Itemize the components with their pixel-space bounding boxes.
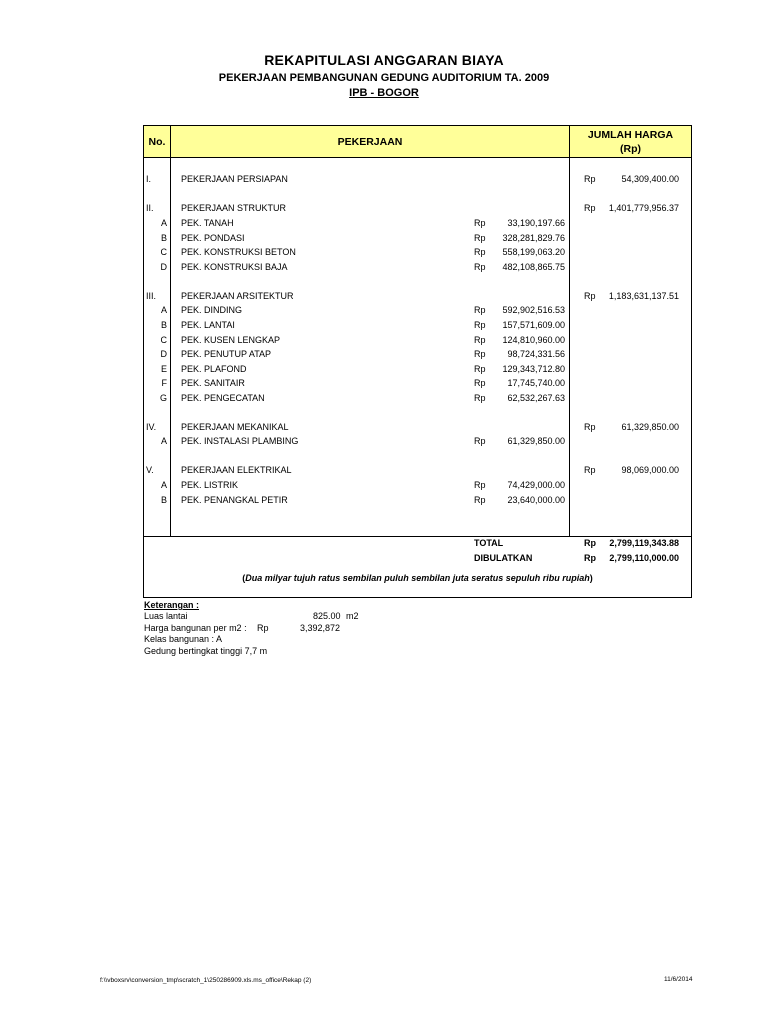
- row-description: PEKERJAAN MEKANIKAL: [181, 422, 289, 432]
- floor-value: 825.00: [313, 611, 341, 621]
- row-sub-amount: 33,190,197.66: [507, 218, 565, 228]
- header-amount-line1: JUMLAH HARGA: [587, 128, 674, 141]
- floor-unit: m2: [346, 611, 359, 621]
- row-number: A: [160, 436, 167, 446]
- row-sub-currency: Rp: [474, 218, 486, 228]
- row-description: PEK. PENGECATAN: [181, 393, 265, 403]
- row-sub-currency: Rp: [474, 378, 486, 388]
- row-sub-currency: Rp: [474, 495, 486, 505]
- row-description: PEK. PENUTUP ATAP: [181, 349, 272, 359]
- row-sub-currency: Rp: [474, 262, 486, 272]
- row-description: PEK. KUSEN LENGKAP: [181, 335, 281, 345]
- row-sub-amount: 74,429,000.00: [507, 480, 565, 490]
- row-number: II.: [146, 203, 154, 213]
- row-sub-currency: Rp: [474, 393, 486, 403]
- row-sub-currency: Rp: [474, 305, 486, 315]
- total-label: TOTAL: [474, 538, 504, 548]
- total-rule: [143, 536, 692, 537]
- row-number: B: [160, 320, 167, 330]
- row-sub-amount: 592,902,516.53: [502, 305, 565, 315]
- price-currency: Rp: [257, 623, 269, 633]
- row-number: E: [160, 364, 167, 374]
- row-total-amount: 1,183,631,137.51: [608, 291, 679, 301]
- header-rule: [143, 157, 692, 158]
- document-subtitle: PEKERJAAN PEMBANGUNAN GEDUNG AUDITORIUM TA. 2009: [218, 72, 550, 84]
- row-sub-amount: 558,199,063.20: [502, 247, 565, 257]
- rounded-label: DIBULATKAN: [474, 553, 533, 563]
- row-description: PEK. KONSTRUKSI BAJA: [181, 262, 288, 272]
- row-sub-amount: 17,745,740.00: [507, 378, 565, 388]
- row-sub-amount: 98,724,331.56: [507, 349, 565, 359]
- document-location: [0, 87, 768, 99]
- header-work: PEKERJAAN: [171, 126, 569, 157]
- row-number: B: [160, 495, 167, 505]
- row-sub-amount: 23,640,000.00: [507, 495, 565, 505]
- total-value: 2,799,119,343.88: [609, 538, 679, 548]
- row-total-currency: Rp: [584, 174, 596, 184]
- row-total-amount: 54,309,400.00: [621, 174, 679, 184]
- row-description: PEK. LANTAI: [181, 320, 235, 330]
- rounded-currency: Rp: [584, 553, 596, 563]
- row-total-currency: Rp: [584, 203, 596, 213]
- notes-heading: Keterangan :: [144, 600, 200, 610]
- words-text: Dua milyar tujuh ratus sembilan puluh sembilan juta seratus sepuluh ribu rupiah: [245, 573, 590, 583]
- row-number: III.: [146, 291, 157, 301]
- row-sub-amount: 61,329,850.00: [507, 436, 565, 446]
- row-sub-currency: Rp: [474, 247, 486, 257]
- row-number: IV.: [146, 422, 157, 432]
- row-description: PEK. INSTALASI PLAMBING: [181, 436, 299, 446]
- row-total-amount: 98,069,000.00: [621, 465, 679, 475]
- row-description: PEK. LISTRIK: [181, 480, 239, 490]
- row-total-amount: 61,329,850.00: [621, 422, 679, 432]
- row-sub-currency: Rp: [474, 436, 486, 446]
- location-text: IPB - BOGOR: [349, 87, 419, 99]
- row-total-currency: Rp: [584, 422, 596, 432]
- divider-amount: [569, 125, 570, 537]
- row-description: PEK. PLAFOND: [181, 364, 247, 374]
- row-number: I.: [146, 174, 152, 184]
- row-number: C: [160, 335, 167, 345]
- footer-path: f:\\vboxsrv\conversion_tmp\scratch_1\250286909.xls.ms_office\Rekap (2): [100, 977, 312, 984]
- row-number: A: [160, 218, 167, 228]
- row-number: A: [160, 480, 167, 490]
- row-number: C: [160, 247, 167, 257]
- divider-no: [170, 125, 171, 537]
- header-amount: [570, 126, 691, 157]
- row-description: PEK. PONDASI: [181, 233, 245, 243]
- price-label: Harga bangunan per m2 :: [144, 623, 247, 633]
- amount-in-words: [143, 573, 692, 583]
- row-number: G: [159, 393, 167, 403]
- header-no: No.: [144, 126, 170, 157]
- row-number: D: [160, 349, 167, 359]
- floor-label: Luas lantai: [144, 611, 188, 621]
- total-currency: Rp: [584, 538, 596, 548]
- row-description: PEK. TANAH: [181, 218, 234, 228]
- footer-date: 11/6/2014: [664, 976, 693, 983]
- row-description: PEK. SANITAIR: [181, 378, 245, 388]
- row-description: PEKERJAAN STRUKTUR: [181, 203, 287, 213]
- row-sub-currency: Rp: [474, 364, 486, 374]
- row-number: A: [160, 305, 167, 315]
- row-number: F: [161, 378, 167, 388]
- document-title: REKAPITULASI ANGGARAN BIAYA: [264, 52, 504, 68]
- row-description: PEK. DINDING: [181, 305, 243, 315]
- row-description: PEKERJAAN PERSIAPAN: [181, 174, 288, 184]
- row-sub-currency: Rp: [474, 320, 486, 330]
- header-amount-line2: (Rp): [620, 142, 641, 155]
- rounded-value: 2,799,110,000.00: [609, 553, 679, 563]
- row-sub-amount: 328,281,829.76: [502, 233, 565, 243]
- words-close: ): [589, 573, 593, 583]
- row-total-currency: Rp: [584, 291, 596, 301]
- row-description: PEKERJAAN ARSITEKTUR: [181, 291, 294, 301]
- words-open: (: [242, 573, 246, 583]
- row-sub-currency: Rp: [474, 480, 486, 490]
- row-sub-currency: Rp: [474, 233, 486, 243]
- row-sub-amount: 482,108,865.75: [502, 262, 565, 272]
- row-number: V.: [146, 465, 154, 475]
- row-sub-amount: 62,532,267.63: [507, 393, 565, 403]
- row-description: PEK. PENANGKAL PETIR: [181, 495, 288, 505]
- row-description: PEKERJAAN ELEKTRIKAL: [181, 465, 292, 475]
- row-sub-currency: Rp: [474, 335, 486, 345]
- height-line: Gedung bertingkat tinggi 7,7 m: [144, 646, 268, 656]
- class-line: Kelas bangunan : A: [144, 634, 223, 644]
- budget-table: [143, 125, 692, 598]
- row-total-amount: 1,401,779,956.37: [608, 203, 679, 213]
- row-sub-amount: 124,810,960.00: [502, 335, 565, 345]
- row-sub-amount: 129,343,712.80: [502, 364, 565, 374]
- row-description: PEK. KONSTRUKSI BETON: [181, 247, 296, 257]
- row-sub-amount: 157,571,609.00: [502, 320, 565, 330]
- row-number: D: [160, 262, 167, 272]
- row-number: B: [160, 233, 167, 243]
- row-sub-currency: Rp: [474, 349, 486, 359]
- price-value: 3,392,872: [300, 623, 341, 633]
- row-total-currency: Rp: [584, 465, 596, 475]
